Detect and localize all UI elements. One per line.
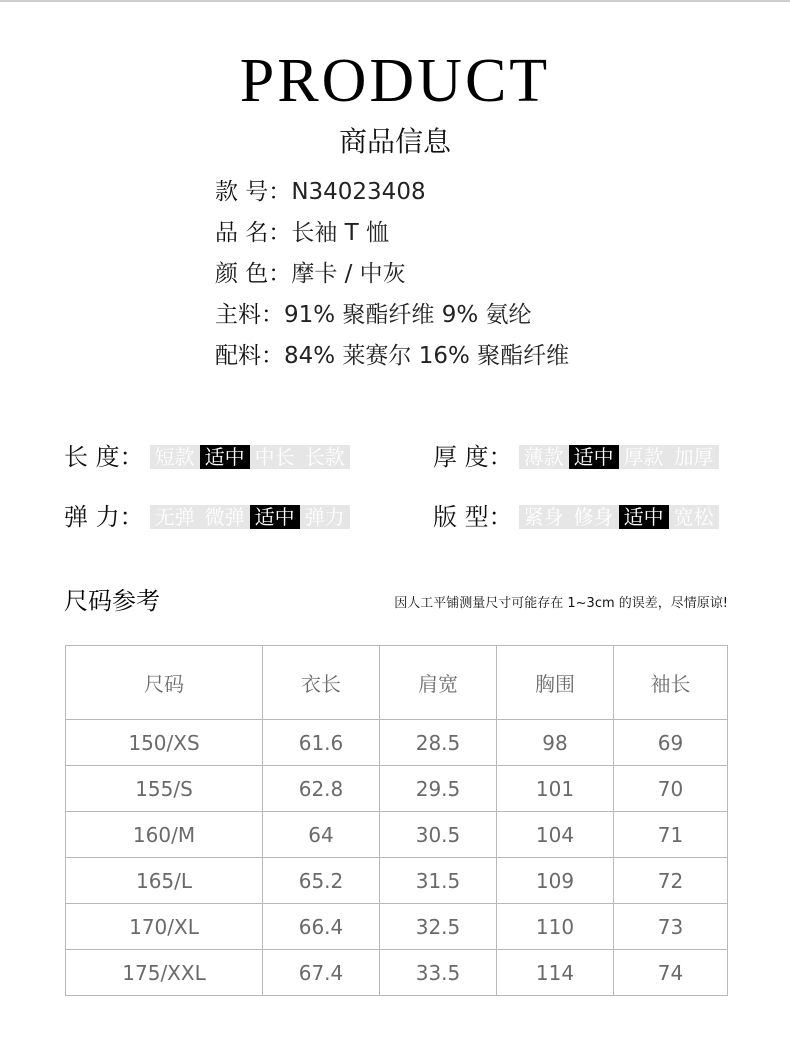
attribute-label: 长 度： — [64, 443, 144, 471]
table-cell: 70 — [614, 766, 728, 812]
table-row — [66, 766, 728, 812]
attribute-label: 厚 度： — [433, 443, 513, 471]
attribute-option: 长款 — [304, 445, 345, 469]
info-value: 摩卡 / 中灰 — [291, 261, 406, 287]
table-row — [66, 720, 728, 766]
table-cell: 61.6 — [263, 720, 380, 766]
attribute-length — [64, 443, 350, 471]
attribute-elasticity — [64, 503, 350, 531]
table-cell: 29.5 — [380, 766, 497, 812]
table-cell: 109 — [497, 858, 614, 904]
table-cell: 69 — [614, 720, 728, 766]
attribute-option-selected: 适中 — [250, 505, 300, 529]
table-cell: 28.5 — [380, 720, 497, 766]
table-cell: 32.5 — [380, 904, 497, 950]
table-cell: 66.4 — [263, 904, 380, 950]
page-subtitle: 商品信息 — [338, 125, 451, 158]
attribute-option: 修身 — [573, 505, 614, 529]
attribute-label: 版 型： — [433, 503, 513, 531]
info-row-style-no — [215, 172, 569, 213]
table-cell: 104 — [497, 812, 614, 858]
table-row — [66, 858, 728, 904]
table-cell: 160/M — [66, 812, 263, 858]
attribute-scale — [519, 505, 719, 529]
attribute-scale — [150, 505, 350, 529]
column-header-sleeve: 袖长 — [614, 646, 728, 720]
attribute-scale — [519, 445, 719, 469]
table-cell: 155/S — [66, 766, 263, 812]
attribute-option: 短款 — [154, 445, 195, 469]
table-cell: 71 — [614, 812, 728, 858]
attribute-option: 弹力 — [304, 505, 345, 529]
table-row — [66, 904, 728, 950]
table-cell: 72 — [614, 858, 728, 904]
info-label: 颜 色： — [215, 261, 292, 287]
info-label: 配料： — [215, 343, 284, 369]
info-value: N34023408 — [291, 179, 426, 205]
attribute-fit — [433, 503, 719, 531]
table-cell: 170/XL — [66, 904, 263, 950]
size-measurement-note: 因人工平铺测量尺寸可能存在 1~3cm 的误差，尽情原谅! — [394, 596, 728, 611]
table-cell: 73 — [614, 904, 728, 950]
table-cell: 62.8 — [263, 766, 380, 812]
table-cell: 30.5 — [380, 812, 497, 858]
attribute-option-selected: 适中 — [619, 505, 669, 529]
attribute-option: 厚款 — [623, 445, 664, 469]
info-label: 款 号： — [215, 179, 292, 205]
table-cell: 67.4 — [263, 950, 380, 996]
table-cell: 175/XXL — [66, 950, 263, 996]
info-row-secondary-material — [215, 336, 569, 377]
table-row — [66, 950, 728, 996]
attribute-option: 宽松 — [673, 505, 714, 529]
attribute-thickness — [433, 443, 719, 471]
attribute-option-selected: 适中 — [200, 445, 250, 469]
info-row-color — [215, 254, 569, 295]
product-info — [215, 172, 569, 377]
info-value: 长袖 T 恤 — [291, 220, 389, 246]
table-cell: 150/XS — [66, 720, 263, 766]
table-cell: 64 — [263, 812, 380, 858]
attribute-option: 微弹 — [204, 505, 245, 529]
attribute-option: 无弹 — [154, 505, 195, 529]
table-row — [66, 812, 728, 858]
table-cell: 31.5 — [380, 858, 497, 904]
info-label: 主料： — [215, 302, 284, 328]
table-cell: 33.5 — [380, 950, 497, 996]
size-section-title: 尺码参考 — [64, 587, 160, 615]
attribute-label: 弹 力： — [64, 503, 144, 531]
table-cell: 98 — [497, 720, 614, 766]
info-label: 品 名： — [215, 220, 292, 246]
column-header-length: 衣长 — [263, 646, 380, 720]
info-row-name — [215, 213, 569, 254]
attribute-option-selected: 适中 — [569, 445, 619, 469]
size-table — [65, 645, 728, 996]
column-header-size: 尺码 — [66, 646, 263, 720]
page-title: PRODUCT — [239, 47, 551, 115]
column-header-chest: 胸围 — [497, 646, 614, 720]
table-cell: 165/L — [66, 858, 263, 904]
attribute-option: 紧身 — [523, 505, 564, 529]
column-header-shoulder: 肩宽 — [380, 646, 497, 720]
attribute-option: 中长 — [254, 445, 295, 469]
attribute-option: 加厚 — [673, 445, 714, 469]
info-value: 84% 莱赛尔 16% 聚酯纤维 — [284, 343, 570, 369]
top-divider — [0, 0, 790, 2]
info-value: 91% 聚酯纤维 9% 氨纶 — [284, 302, 532, 328]
attribute-scale — [150, 445, 350, 469]
table-cell: 65.2 — [263, 858, 380, 904]
table-cell: 101 — [497, 766, 614, 812]
attribute-option: 薄款 — [523, 445, 564, 469]
table-cell: 114 — [497, 950, 614, 996]
table-cell: 74 — [614, 950, 728, 996]
table-cell: 110 — [497, 904, 614, 950]
table-header-row — [66, 646, 728, 720]
info-row-main-material — [215, 295, 569, 336]
